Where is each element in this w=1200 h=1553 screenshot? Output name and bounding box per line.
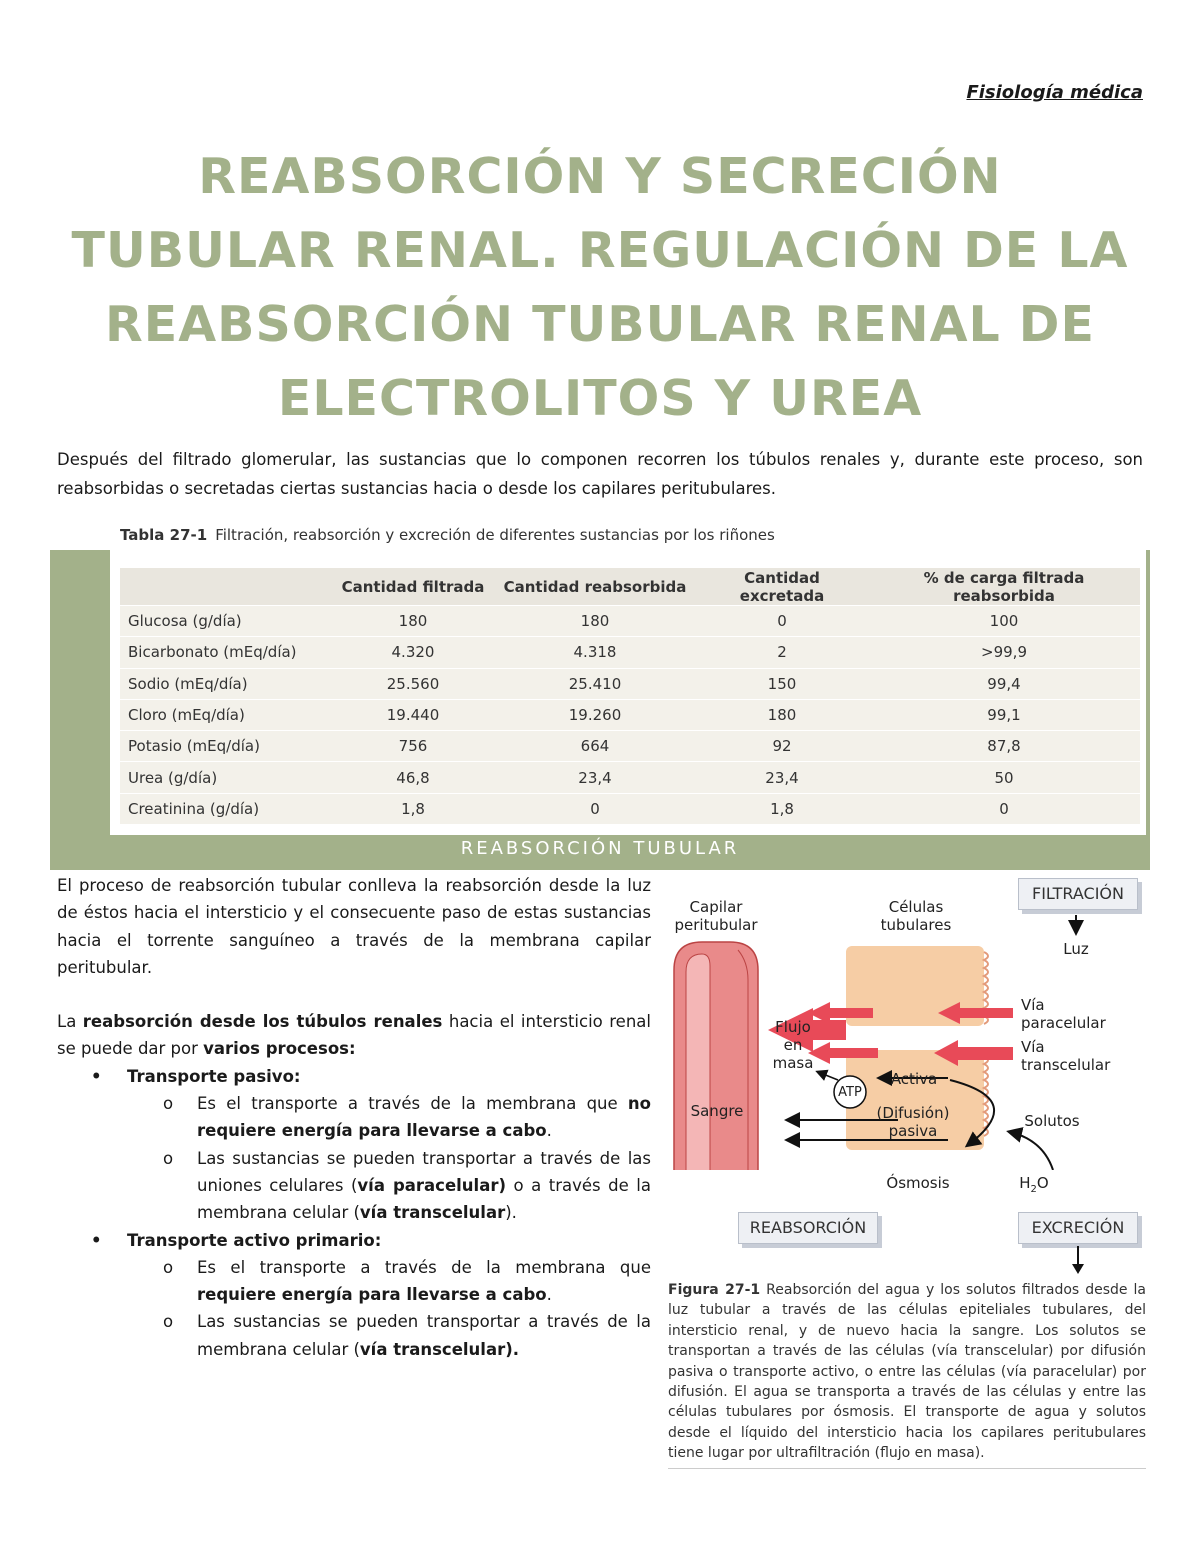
table-cell: Glucosa (g/día)	[120, 606, 332, 637]
transcellular-label: Vía transcelular	[1021, 1038, 1111, 1074]
brush-border	[984, 952, 988, 1136]
body-paragraph: El proceso de reabsorción tubular conlleva la reabsorción desde la luz de éstos hacia el intersticio y el consecuente paso de estas sustancias hacia el torrente sanguíneo a través de la membrana capilar peritubular.	[57, 876, 651, 977]
table-cell: 0	[696, 606, 868, 637]
text-run: .	[546, 1121, 552, 1141]
table-cell: 150	[696, 668, 868, 699]
text-run: vía paracelular)	[357, 1175, 507, 1195]
text-run: hacia el intersticio renal se puede dar por	[57, 1012, 651, 1059]
table-cell: 180	[332, 606, 494, 637]
list-item-label: Transporte pasivo:	[127, 1066, 301, 1086]
table-cell: Sodio (mEq/día)	[120, 668, 332, 699]
lumen-label: Luz	[1063, 940, 1089, 958]
table-header: Cantidad filtrada	[332, 568, 494, 606]
figure-caption-label: Figura 27-1	[668, 1282, 761, 1298]
table-row	[120, 699, 1140, 730]
excretion-label: EXCRECIÓN	[1018, 1212, 1138, 1244]
list-item	[57, 1145, 651, 1227]
table-header: Cantidad reabsorbida	[494, 568, 696, 606]
table-cell: Cloro (mEq/día)	[120, 699, 332, 730]
table-header-row	[120, 568, 1140, 606]
active-label: Activa	[890, 1070, 938, 1088]
table-cell: 46,8	[332, 762, 494, 793]
process-list	[57, 1063, 651, 1363]
filtration-label: FILTRACIÓN	[1018, 878, 1138, 910]
blood-label: Sangre	[690, 1102, 744, 1120]
passive-label: (Difusión) pasiva	[876, 1104, 950, 1140]
table-cell: 99,4	[868, 668, 1140, 699]
text-run: no requiere energía para llevarse a cabo	[197, 1094, 651, 1141]
table-cell: 180	[494, 606, 696, 637]
table-cell: 25.560	[332, 668, 494, 699]
water-text: H	[1019, 1174, 1031, 1192]
table-cell: 2	[696, 637, 868, 668]
list-item	[57, 1308, 651, 1363]
table-cell: 19.440	[332, 699, 494, 730]
table-cell: 25.410	[494, 668, 696, 699]
text-run: .	[546, 1285, 552, 1305]
text-run: Las sustancias se pueden transportar a través de la membrana celular (	[197, 1312, 651, 1359]
table-cell: 0	[494, 793, 696, 824]
reabsorption-label: REABSORCIÓN	[738, 1212, 878, 1244]
reabsorption-figure	[668, 870, 1148, 1195]
filtration-table	[120, 568, 1140, 824]
table-cell: 23,4	[696, 762, 868, 793]
table-cell: Potasio (mEq/día)	[120, 731, 332, 762]
solutes-label: Solutos	[1024, 1112, 1080, 1130]
table-cell: 50	[868, 762, 1140, 793]
table-cell: Urea (g/día)	[120, 762, 332, 793]
atp-arrow	[818, 1072, 838, 1080]
capillary-label: Capilar peritubular	[674, 898, 758, 934]
water-text: O	[1036, 1174, 1049, 1192]
capillary-lumen	[686, 954, 710, 1170]
paracellular-label: Vía paracelular	[1021, 996, 1106, 1032]
osmosis-label: Ósmosis	[886, 1174, 950, 1192]
list-item	[57, 1063, 651, 1090]
table-caption-label: Tabla 27-1	[120, 526, 208, 544]
tubular-cells-label: Células tubulares	[880, 898, 952, 934]
list-item	[57, 1227, 651, 1254]
figure-caption-text: Reabsorción del agua y los solutos filtrados desde la luz tubular a través de las células epiteliales tubulares, del intersticio renal, y de nuevo hacia la sangre. Los solutos se transportan a través de las células (vía transcelular) por difusión pasiva o transporte activo, o entre las células (vía paracelular) por difusión. El agua se transporta a través de las células y entre las células tubulares por ósmosis. El transporte de agua y solutos desde el líquido del intersticio hacia los capilares peritubulares tiene lugar por ultrafiltración (flujo en masa).	[668, 1282, 1146, 1462]
table-cell: 0	[868, 793, 1140, 824]
atp-label: ATP	[838, 1085, 862, 1100]
water-label	[1014, 1174, 1054, 1199]
table-row	[120, 606, 1140, 637]
table-cell: Bicarbonato (mEq/día)	[120, 637, 332, 668]
table-cell: 4.320	[332, 637, 494, 668]
table-row	[120, 637, 1140, 668]
list-item	[57, 1090, 651, 1145]
list-item	[57, 1254, 651, 1309]
text-run: La	[57, 1012, 83, 1032]
table-cell: 19.260	[494, 699, 696, 730]
water-curve	[1010, 1132, 1053, 1170]
text-run: vía transcelular	[359, 1203, 506, 1223]
text-run: requiere energía para llevarse a cabo	[197, 1285, 547, 1305]
intro-paragraph: Después del filtrado glomerular, las sustancias que lo componen recorren los túbulos renales y, durante este proceso, son reabsorbidas o secretadas ciertas sustancias hacia o desde los capilares peritubulares.	[57, 450, 1143, 498]
table-cell: >99,9	[868, 637, 1140, 668]
water-subscript: 2	[1030, 1184, 1037, 1195]
table-cell: 99,1	[868, 699, 1140, 730]
table-cell: 1,8	[332, 793, 494, 824]
page-title: REABSORCIÓN Y SECRECIÓN TUBULAR RENAL. REGULACIÓN DE LA REABSORCIÓN TUBULAR RENAL DE ELECTROLITOS Y UREA	[71, 148, 1129, 427]
table-row	[120, 762, 1140, 793]
table-cell: 4.318	[494, 637, 696, 668]
table-header	[120, 568, 332, 606]
text-run: o a través de la membrana celular (	[197, 1175, 651, 1223]
text-run: Es el transporte a través de la membrana que	[197, 1257, 651, 1277]
table-cell: 1,8	[696, 793, 868, 824]
table-cell: 87,8	[868, 731, 1140, 762]
body-column	[57, 872, 651, 1363]
table-header: Cantidad excretada	[696, 568, 868, 606]
course-header: Fisiología médica	[966, 82, 1143, 103]
list-item-label: Transporte activo primario:	[127, 1230, 382, 1250]
table-cell: 664	[494, 731, 696, 762]
text-run: Es el transporte a través de la membrana que	[197, 1094, 628, 1114]
table-cell: 100	[868, 606, 1140, 637]
table-row	[120, 668, 1140, 699]
table-cell: Creatinina (g/día)	[120, 793, 332, 824]
table-caption-text: Filtración, reabsorción y excreción de diferentes sustancias por los riñones	[215, 526, 775, 544]
table-cell: 756	[332, 731, 494, 762]
table-row	[120, 731, 1140, 762]
figure-caption	[668, 1280, 1146, 1469]
table-cell: 92	[696, 731, 868, 762]
text-run: Las sustancias se pueden transportar a través de las uniones celulares (	[197, 1148, 651, 1195]
table-cell: 23,4	[494, 762, 696, 793]
text-run: varios procesos:	[203, 1039, 356, 1059]
text-run: ).	[505, 1203, 517, 1223]
body-paragraph	[57, 1008, 651, 1063]
text-run: vía transcelular).	[359, 1339, 520, 1359]
table-header: % de carga filtrada reabsorbida	[868, 568, 1140, 606]
bulk-flow-label: Flujo en masa	[772, 1018, 814, 1072]
section-title: REABSORCIÓN TUBULAR	[460, 838, 740, 859]
table-cell: 180	[696, 699, 868, 730]
table-caption	[120, 526, 775, 544]
table-row	[120, 793, 1140, 824]
excretion-arrow-icon	[1068, 1246, 1088, 1276]
text-run: reabsorción desde los túbulos renales	[82, 1012, 443, 1032]
